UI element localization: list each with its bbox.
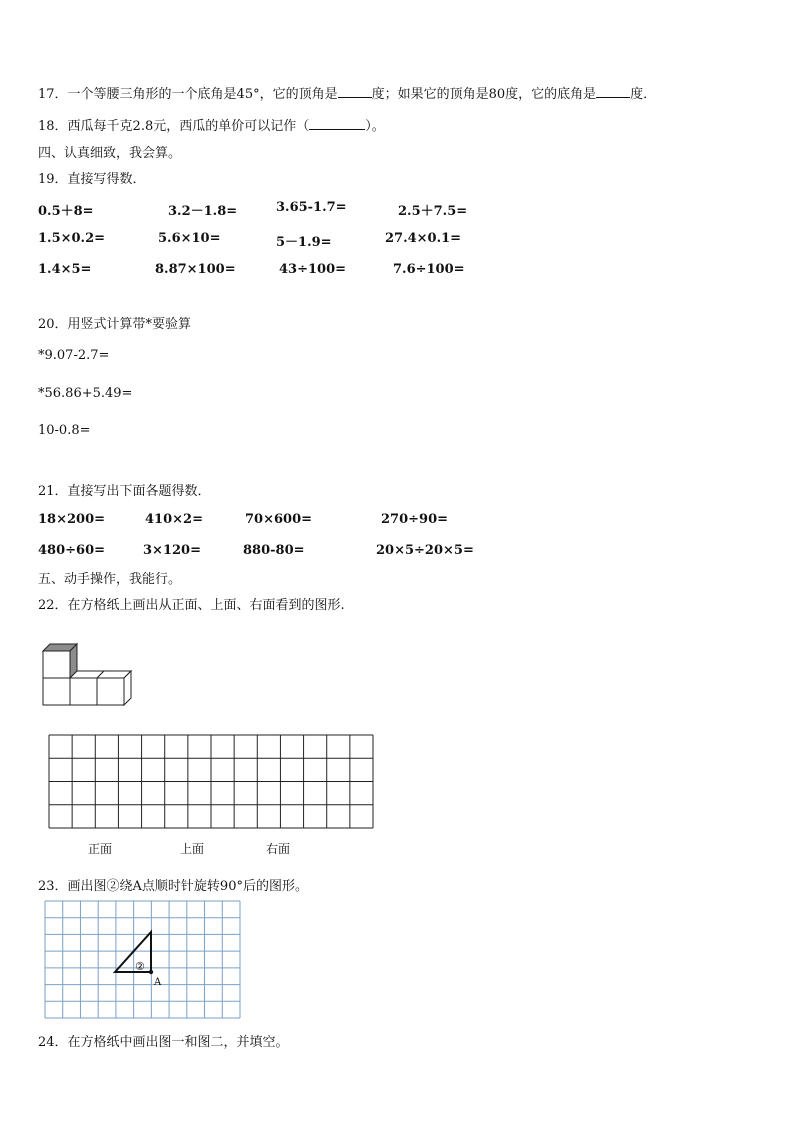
calc-item: 1.4×5= [38, 262, 92, 277]
shape-label: ② [135, 960, 145, 973]
point-a-marker [149, 970, 153, 974]
calc-item: 1.5×0.2= [38, 231, 106, 246]
front-view-label: 正面 [88, 842, 113, 856]
calc-item: 880-80= [243, 543, 305, 558]
q20-item: *9.07-2.7= [38, 348, 110, 363]
view-grid[interactable] [48, 734, 375, 830]
calc-item: 480÷60= [38, 543, 106, 558]
answer-blank[interactable] [596, 85, 630, 98]
question-22-title: 22．在方格纸上画出从正面、上面、右面看到的图形. [38, 598, 345, 613]
cube-stack-figure [38, 640, 132, 708]
question-21-title: 21．直接写出下面各题得数． [38, 484, 211, 499]
section-heading-5: 五、动手操作，我能行。 [38, 572, 182, 587]
question-18: 18．西瓜每千克2.8元，西瓜的单价可以记作（ ）。 [38, 119, 385, 134]
question-19-title: 19．直接写得数． [38, 172, 146, 187]
calc-item: 3×120= [143, 543, 201, 558]
section-heading-4: 四、认真细致，我会算。 [38, 146, 182, 161]
answer-blank[interactable] [309, 117, 365, 130]
calc-item: 270÷90= [381, 512, 449, 527]
point-a-label: A [154, 977, 162, 988]
calc-item: 27.4×0.1= [385, 231, 462, 246]
top-view-label: 上面 [180, 842, 205, 856]
calc-item: 5.6×10= [158, 231, 221, 246]
calc-item: 7.6÷100= [393, 262, 465, 277]
triangle-figure-2 [115, 932, 151, 972]
calc-item: 20×5÷20×5= [376, 543, 474, 558]
answer-blank[interactable] [338, 85, 372, 98]
question-20-title: 20．用竖式计算带*要验算 [38, 317, 192, 332]
calc-item: 8.87×100= [155, 262, 236, 277]
calc-item: 70×600= [245, 512, 313, 527]
q20-item: *56.86+5.49= [38, 386, 133, 401]
right-view-label: 右面 [266, 842, 291, 856]
question-24-title: 24．在方格纸中画出图一和图二，并填空。 [38, 1035, 289, 1050]
calc-item: 5－1.9= [276, 235, 332, 250]
question-17: 17．一个等腰三角形的一个底角是45°，它的顶角是 度；如果它的顶角是80度，它的底角是 度． [38, 87, 657, 102]
calc-item: 0.5＋8= [38, 204, 94, 219]
q20-item: 10-0.8= [38, 423, 91, 438]
rotation-grid[interactable] [44, 900, 242, 1020]
calc-item: 43÷100= [279, 262, 347, 277]
calc-item: 410×2= [145, 512, 203, 527]
calc-item: 18×200= [38, 512, 106, 527]
calc-item: 3.65-1.7= [276, 200, 347, 215]
calc-item: 2.5＋7.5= [398, 204, 468, 219]
calc-item: 3.2－1.8= [168, 204, 238, 219]
question-23-title: 23．画出图②绕A点顺时针旋转90°后的图形。 [38, 879, 308, 894]
